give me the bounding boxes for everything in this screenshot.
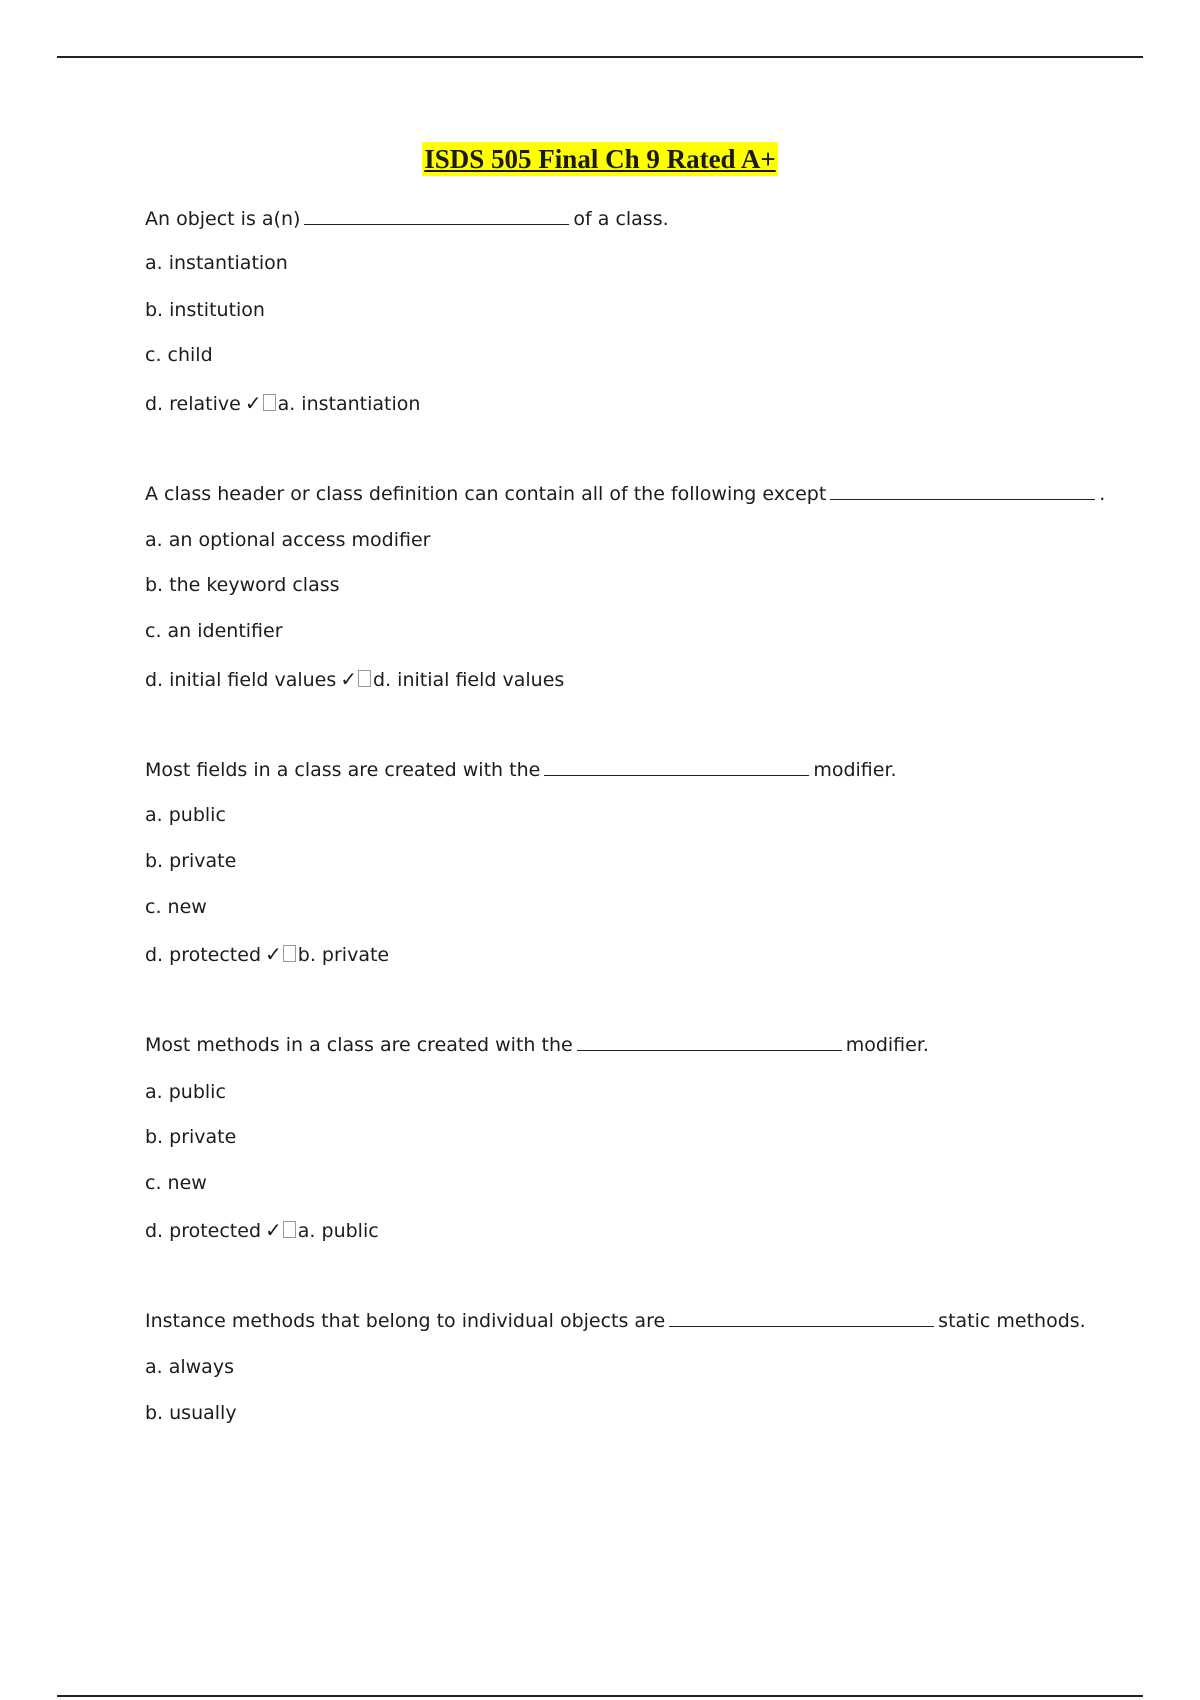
title-wrap <box>0 142 1200 176</box>
option: d. initial field values <box>145 669 337 691</box>
stem-text: . <box>1099 483 1106 505</box>
option: c. an identifier <box>145 620 283 642</box>
question-stem <box>145 1309 1086 1333</box>
document-title: ISDS 505 Final Ch 9 Rated A+ <box>424 144 776 174</box>
answer-blank <box>304 208 569 225</box>
stem-text: of a class. <box>573 208 669 230</box>
stem-text: Most methods in a class are created with the <box>145 1034 573 1056</box>
option-with-answer <box>145 942 389 967</box>
check-icon: ✓ <box>265 942 282 966</box>
answer-blank <box>577 1034 842 1051</box>
stem-text: static methods. <box>938 1310 1086 1332</box>
answer-text: d. initial field values <box>373 669 565 691</box>
option-with-answer <box>145 1218 379 1243</box>
option: a. an optional access modifier <box>145 529 431 551</box>
question-stem <box>145 482 1105 506</box>
option: c. new <box>145 896 207 918</box>
option: c. child <box>145 344 213 366</box>
stem-text: modifier. <box>813 759 897 781</box>
answer-blank <box>669 1310 934 1327</box>
missing-glyph-box <box>283 945 296 962</box>
stem-text: modifier. <box>845 1034 929 1056</box>
check-icon: ✓ <box>244 391 262 415</box>
option: a. public <box>145 1081 226 1103</box>
option: d. relative <box>145 393 241 415</box>
option: d. protected <box>145 944 262 966</box>
option: a. always <box>145 1356 234 1378</box>
option-with-answer <box>145 391 420 416</box>
option: b. private <box>145 1126 237 1148</box>
stem-text: Most fields in a class are created with the <box>145 759 541 781</box>
stem-text: An object is a(n) <box>145 208 301 230</box>
option: c. new <box>145 1172 207 1194</box>
option: d. protected <box>145 1220 262 1242</box>
header-rule <box>57 56 1143 58</box>
question-stem <box>145 1033 929 1057</box>
stem-text: Instance methods that belong to individual objects are <box>145 1310 666 1332</box>
answer-blank <box>544 759 809 776</box>
question-stem <box>145 207 669 231</box>
missing-glyph-box <box>358 670 371 687</box>
option: b. the keyword class <box>145 574 340 596</box>
check-icon: ✓ <box>340 667 358 691</box>
stem-text: A class header or class definition can contain all of the following except <box>145 483 827 505</box>
missing-glyph-box <box>263 394 276 411</box>
answer-blank <box>830 483 1095 500</box>
answer-text: b. private <box>297 944 390 966</box>
answer-text: a. public <box>297 1220 379 1242</box>
missing-glyph-box <box>283 1221 296 1238</box>
option: b. usually <box>145 1402 237 1424</box>
option: b. private <box>145 850 237 872</box>
footer-rule <box>57 1695 1143 1697</box>
option: a. public <box>145 804 226 826</box>
option: a. instantiation <box>145 252 288 274</box>
option: b. institution <box>145 299 265 321</box>
question-stem <box>145 758 897 782</box>
option-with-answer <box>145 667 564 692</box>
answer-text: a. instantiation <box>277 393 421 415</box>
check-icon: ✓ <box>265 1218 282 1242</box>
